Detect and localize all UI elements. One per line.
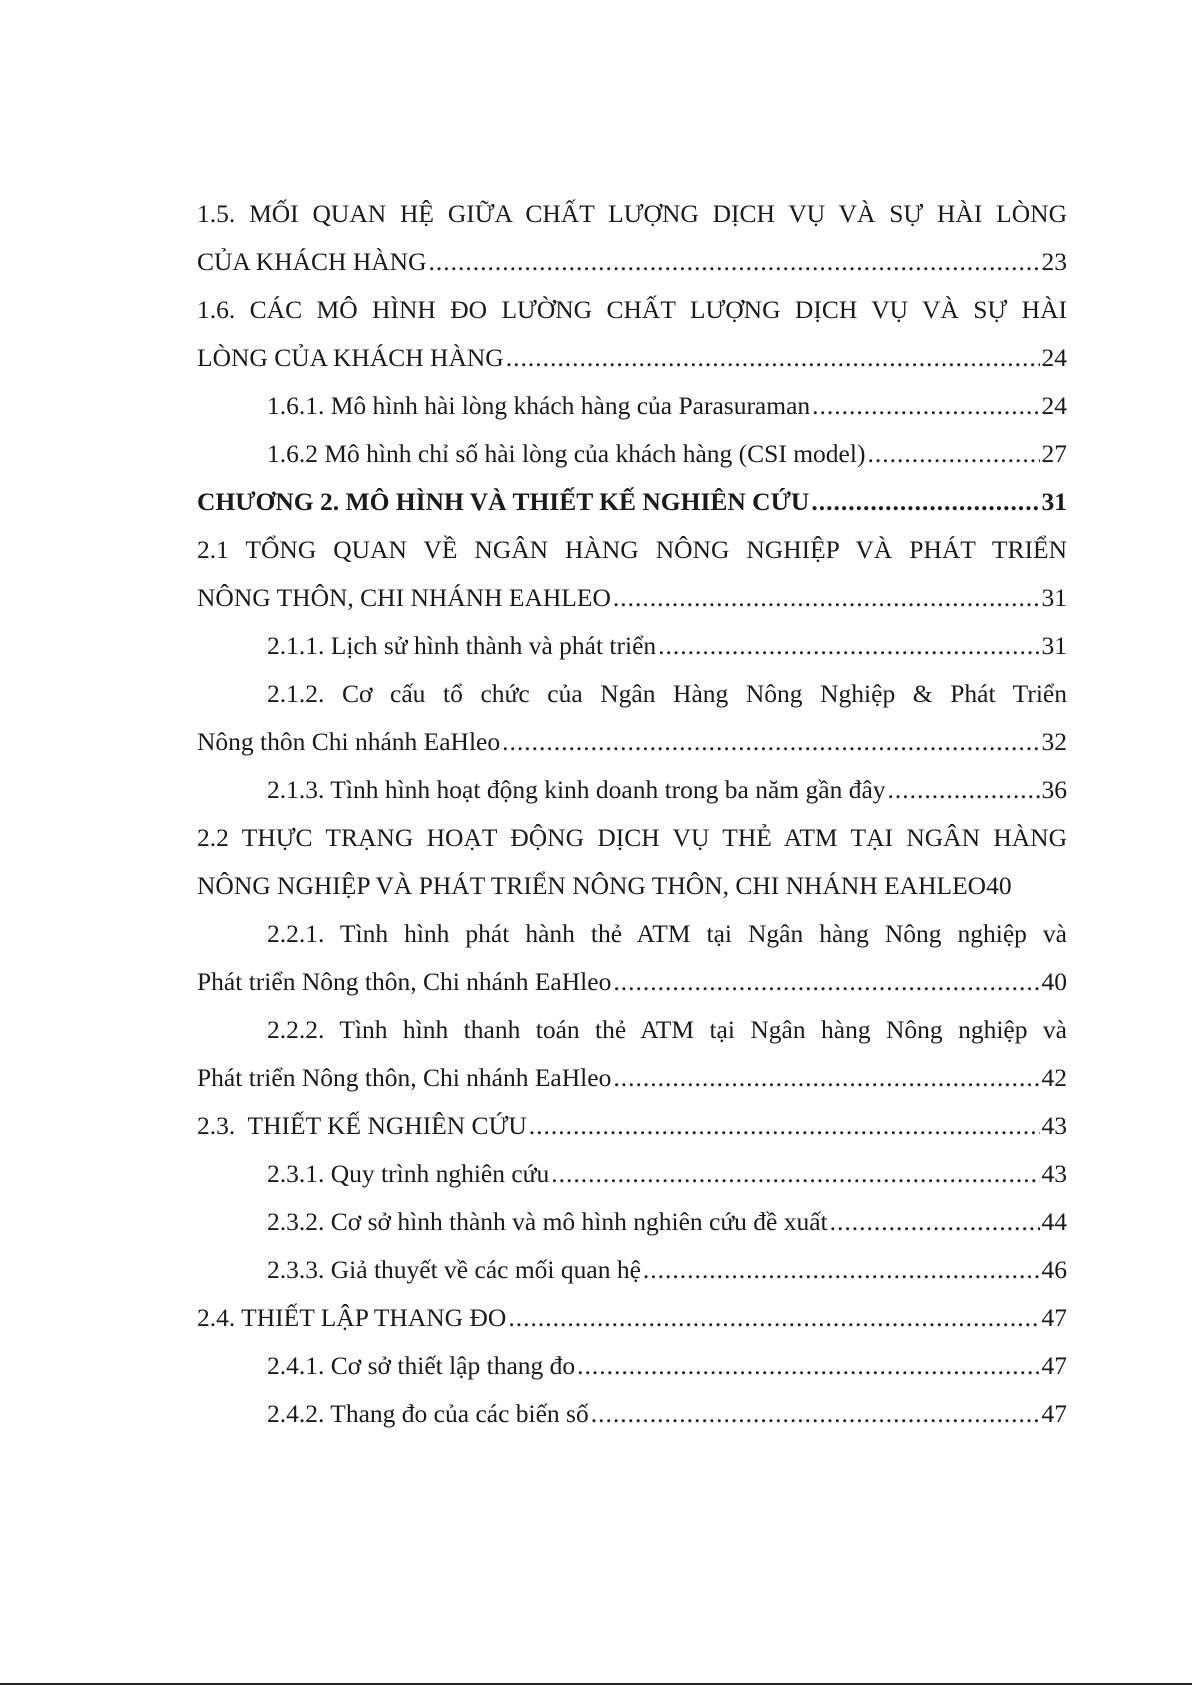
page-number: 31 — [1041, 487, 1067, 516]
dot-leader — [613, 574, 1040, 622]
dot-leader — [812, 382, 1039, 430]
dot-leader — [429, 238, 1040, 286]
page-number: 47 — [1041, 1303, 1067, 1332]
toc-entry-text: 2.1.1. Lịch sử hình thành và phát triển — [267, 631, 657, 660]
toc-entry-text: 2.3.1. Quy trình nghiên cứu — [267, 1159, 550, 1188]
toc-entry-text: 2.1.3. Tình hình hoạt động kinh doanh trong ba năm gần đây — [267, 775, 886, 804]
toc-entry-2-2-2[interactable] — [197, 1006, 1067, 1102]
toc-entry-text-line2: LÒNG CỦA KHÁCH HÀNG — [197, 343, 504, 372]
toc-entry-2-2-1[interactable] — [197, 910, 1067, 1006]
toc-entry-text-line2: Phát triển Nông thôn, Chi nhánh EaHleo — [197, 967, 612, 996]
dot-leader — [529, 1102, 1040, 1150]
toc-entry-2-4-1[interactable] — [197, 1342, 1067, 1390]
dot-leader — [502, 718, 1039, 766]
dot-leader — [613, 958, 1039, 1006]
toc-entry-text-line1: 2.2 THỰC TRẠNG HOẠT ĐỘNG DỊCH VỤ THẺ ATM TẠI NGÂN HÀNG — [197, 823, 1067, 852]
page-number: 27 — [1041, 439, 1067, 468]
toc-entry-leader — [197, 574, 1067, 622]
toc-entry-2-1-2[interactable] — [197, 670, 1067, 766]
page-number: 43 — [1041, 1111, 1067, 1140]
toc-entry-2-2[interactable] — [197, 814, 1067, 910]
toc-entry-2-1[interactable] — [197, 526, 1067, 622]
dot-leader — [658, 622, 1039, 670]
dot-leader — [591, 1390, 1040, 1438]
toc-entry-2-4-2[interactable] — [197, 1390, 1067, 1438]
toc-entry-1-6[interactable] — [197, 286, 1067, 382]
page-number: 40 — [1041, 967, 1067, 996]
dot-leader — [811, 478, 1039, 526]
toc-entry-2-3-1[interactable] — [197, 1150, 1067, 1198]
page-number: 47 — [1041, 1351, 1067, 1380]
toc-entry-leader — [197, 1054, 1067, 1102]
toc-entry-text-line2: Nông thôn Chi nhánh EaHleo — [197, 727, 501, 756]
toc-entry-text: 2.3.3. Giả thuyết về các mối quan hệ — [267, 1255, 641, 1284]
toc-entry-2-3[interactable] — [197, 1102, 1067, 1150]
toc-entry-text-line2: CỦA KHÁCH HÀNG — [197, 247, 427, 276]
toc-entry-text: 1.6.2 Mô hình chỉ số hài lòng của khách hàng (CSI model) — [267, 439, 866, 468]
toc-entry-text-line2: NÔNG NGHIỆP VÀ PHÁT TRIỂN NÔNG THÔN, CHI NHÁNH EAHLEO — [197, 871, 987, 900]
dot-leader — [867, 430, 1039, 478]
page-number: 46 — [1041, 1255, 1067, 1284]
dot-leader — [830, 1198, 1040, 1246]
page-number: 43 — [1041, 1159, 1067, 1188]
dot-leader — [506, 334, 1040, 382]
toc-entry-2-1-3[interactable] — [197, 766, 1067, 814]
toc-entry-text: 1.6.1. Mô hình hài lòng khách hàng của Parasuraman — [267, 391, 811, 420]
dot-leader — [643, 1246, 1040, 1294]
toc-entry-text-line2: NÔNG THÔN, CHI NHÁNH EAHLEO — [197, 583, 611, 612]
toc-entry-2-3-3[interactable] — [197, 1246, 1067, 1294]
table-of-contents — [197, 190, 1067, 1438]
dot-leader — [613, 1054, 1039, 1102]
toc-entry-leader — [197, 958, 1067, 1006]
toc-entry-2-3-2[interactable] — [197, 1198, 1067, 1246]
dot-leader — [551, 1150, 1039, 1198]
page-number: 32 — [1041, 727, 1067, 756]
toc-entry-text: 2.3. THIẾT KẾ NGHIÊN CỨU — [197, 1111, 527, 1140]
toc-entry-text: 2.4. THIẾT LẬP THANG ĐO — [197, 1303, 507, 1332]
page-number: 42 — [1041, 1063, 1067, 1092]
toc-entry-text: 2.3.2. Cơ sở hình thành và mô hình nghiên cứu đề xuất — [267, 1207, 828, 1236]
page-number: 24 — [1041, 343, 1067, 372]
toc-entry-text-line1: 2.2.1. Tình hình phát hành thẻ ATM tại Ngân hàng Nông nghiệp và — [267, 919, 1067, 948]
toc-entry-text: CHƯƠNG 2. MÔ HÌNH VÀ THIẾT KẾ NGHIÊN CỨU — [197, 487, 810, 516]
toc-entry-text: 2.4.1. Cơ sở thiết lập thang đo — [267, 1351, 576, 1380]
page-number: 31 — [1041, 631, 1067, 660]
toc-entry-2-1-1[interactable] — [197, 622, 1067, 670]
page-number: 24 — [1041, 391, 1067, 420]
toc-entry-text-line1: 2.1.2. Cơ cấu tổ chức của Ngân Hàng Nông Nghiệp & Phát Triển — [267, 679, 1067, 708]
toc-entry-text-line2: Phát triển Nông thôn, Chi nhánh EaHleo — [197, 1063, 612, 1092]
page-number: 40 — [986, 871, 1012, 900]
page-number: 31 — [1041, 583, 1067, 612]
toc-entry-leader — [197, 334, 1067, 382]
toc-entry-leader — [197, 718, 1067, 766]
toc-entry-text-line1: 2.1 TỔNG QUAN VỀ NGÂN HÀNG NÔNG NGHIỆP VÀ PHÁT TRIỂN — [197, 535, 1067, 564]
dot-leader — [577, 1342, 1039, 1390]
toc-entry-1-6-2[interactable] — [197, 430, 1067, 478]
dot-leader — [888, 766, 1040, 814]
toc-entry-2-4[interactable] — [197, 1294, 1067, 1342]
page-number: 23 — [1041, 247, 1067, 276]
toc-entry-text-line1: 1.6. CÁC MÔ HÌNH ĐO LƯỜNG CHẤT LƯỢNG DỊCH VỤ VÀ SỰ HÀI — [197, 295, 1067, 324]
dot-leader — [508, 1294, 1039, 1342]
toc-entry-leader — [197, 238, 1067, 286]
page-number: 36 — [1041, 775, 1067, 804]
toc-entry-leader — [197, 862, 1082, 910]
toc-entry-text: 2.4.2. Thang đo của các biến số — [267, 1399, 589, 1428]
toc-entry-1-6-1[interactable] — [197, 382, 1067, 430]
page-number: 47 — [1041, 1399, 1067, 1428]
toc-entry-chapter-2[interactable] — [197, 478, 1067, 526]
toc-entry-text-line1: 1.5. MỐI QUAN HỆ GIỮA CHẤT LƯỢNG DỊCH VỤ VÀ SỰ HÀI LÒNG — [197, 199, 1067, 228]
toc-entry-1-5[interactable] — [197, 190, 1067, 286]
page-number: 44 — [1041, 1207, 1067, 1236]
toc-entry-text-line1: 2.2.2. Tình hình thanh toán thẻ ATM tại Ngân hàng Nông nghiệp và — [267, 1015, 1067, 1044]
